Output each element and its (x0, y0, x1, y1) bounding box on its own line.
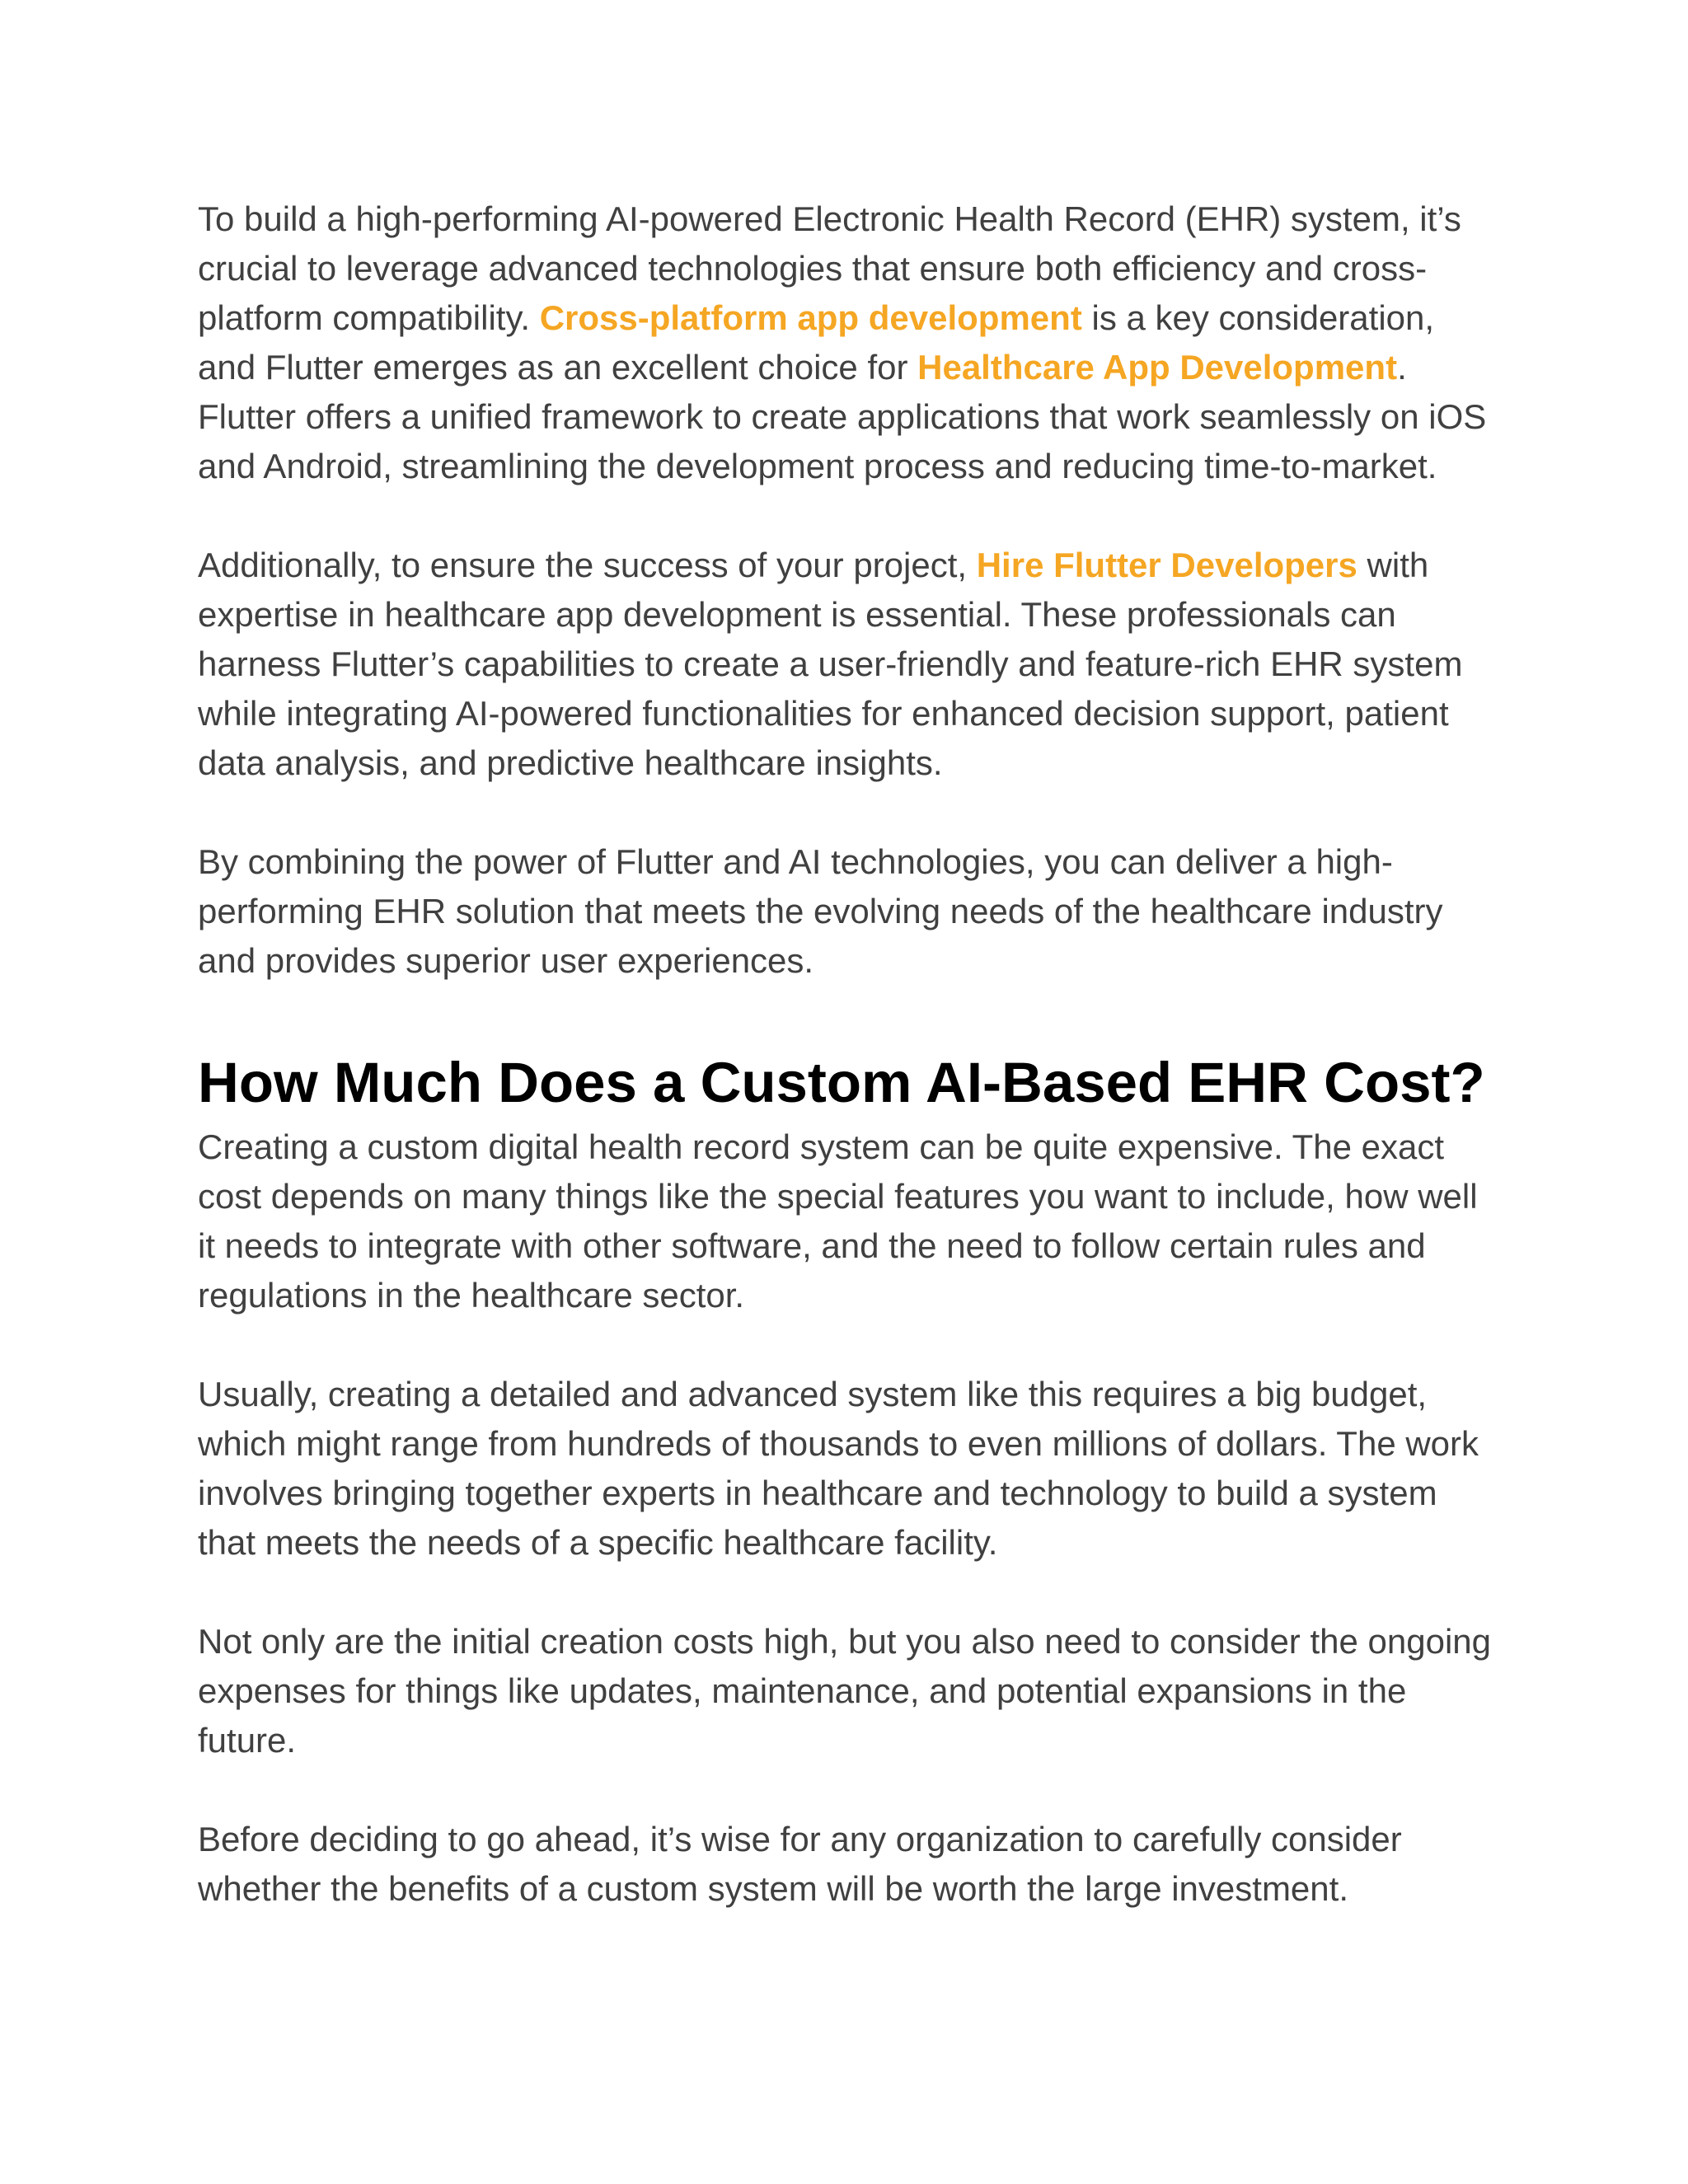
intro-p1-text-b: is a key consideration, and Flutter emerges as an excellent choice for (198, 298, 1435, 387)
section-paragraph-4: Before deciding to go ahead, it’s wise for any organization to carefully consider whether the benefits of a custom system will be worth the large investment. (198, 1820, 1402, 1908)
intro-paragraph-2 (198, 541, 1500, 788)
document-page (198, 194, 1500, 1914)
hire-flutter-developers-link[interactable]: Hire Flutter Developers (976, 546, 1357, 584)
section-paragraph-3: Not only are the initial creation costs high, but you also need to consider the ongoing expenses for things like updates, maintenance, and potential expansions in the future. (198, 1622, 1491, 1760)
intro-p1-text-a: To build a high-performing AI-powered Electronic Health Record (EHR) system, it’s crucial to leverage advanced technologies that ensure both efficiency and cross-platform compatibility. (198, 199, 1461, 337)
intro-p2-text-a: Additionally, to ensure the success of your project, (198, 546, 977, 584)
cross-platform-app-development-link[interactable]: Cross-platform app development (539, 298, 1082, 337)
healthcare-app-development-link[interactable]: Healthcare App Development (917, 348, 1398, 387)
intro-p2-text-b: with expertise in healthcare app development is essential. These professionals can harness Flutter’s capabilities to create a user-friendly and feature-rich EHR system while integrating AI-powered functionalities for enhanced decision support, patient data analysis, and predictive healthcare insights. (198, 546, 1463, 782)
section-paragraph-2: Usually, creating a detailed and advanced system like this requires a big budget, which might range from hundreds of thousands to even millions of dollars. The work involves bringing together experts in healthcare and technology to build a system that meets the needs of a specific healthcare facility. (198, 1375, 1479, 1562)
intro-p1-text-c: . Flutter offers a unified framework to create applications that work seamlessly on iOS and Android, streamlining the development process and reducing time-to-market. (198, 348, 1487, 485)
section-heading: How Much Does a Custom AI-Based EHR Cost? (198, 1051, 1485, 1114)
section-paragraph-1: Creating a custom digital health record system can be quite expensive. The exact cost depends on many things like the special features you want to include, how well it needs to integrate with other software, and the need to follow certain rules and regulations in the healthcare sector. (198, 1127, 1478, 1315)
intro-paragraph-1 (198, 194, 1500, 491)
intro-paragraph-3: By combining the power of Flutter and AI technologies, you can deliver a high-performing EHR solution that meets the evolving needs of the healthcare industry and provides superior user experiences. (198, 842, 1443, 980)
